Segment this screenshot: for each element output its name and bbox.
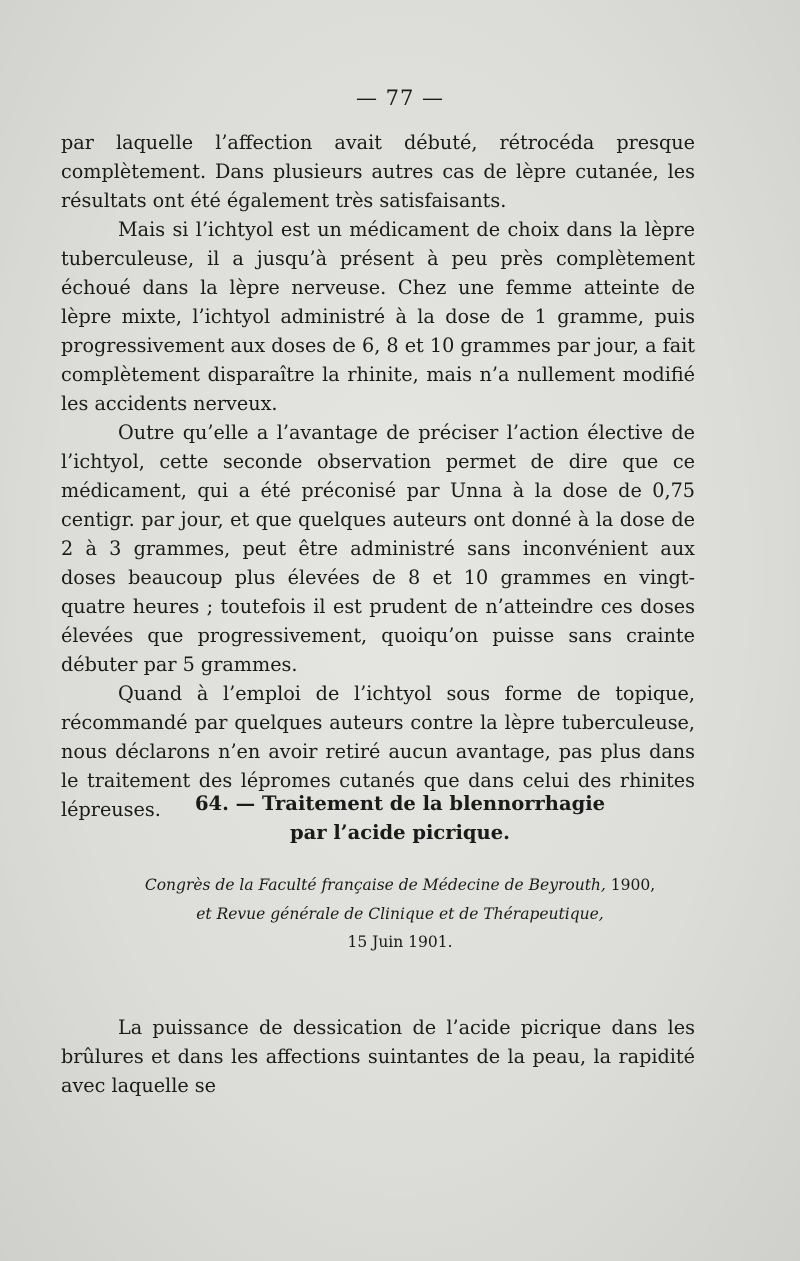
paragraph-ichtyol-topique: Quand à l’emploi de l’ichtyol sous forme de topique, récommandé par quelques auteurs contre la lèpre tuberculeuse, nous déclarons n’en avoir retiré aucun avantage, pas plus dans le traitement des lépromes cutanés que dans celui des rhinites lépreuses. <box>61 682 695 821</box>
section-title-line-1: 64. — Traitement de la blennorrhagie <box>194 792 606 815</box>
section-title-line-2: par l’acide picrique. <box>290 821 510 844</box>
section-source <box>0 871 800 957</box>
source-line-2: et Revue générale de Clinique et de Thérapeutique, <box>196 904 604 923</box>
paragraph-ichtyol-doses: Outre qu’elle a l’avantage de préciser l’action élective de l’ichtyol, cette seconde observation permet de dire que ce médicament, qui a été préconisé par Unna à la dose de 0,75 centigr. par jour, et que quelques auteurs ont donné à la dose de 2 à 3 grammes, peut être administré sans inconvénient aux doses beaucoup plus élevées de 8 et 10 grammes en vingt-quatre heures ; toutefois il est prudent de n’atteindre ces doses élevées que progressivement, quoiqu’on puisse sans crainte débuter par 5 grammes. <box>61 421 695 676</box>
paragraph-continuation: par laquelle l’affection avait débuté, rétrocéda presque complètement. Dans plusieurs autres cas de lèpre cutanée, les résultats ont été également très satisfaisants. <box>61 131 695 212</box>
paragraph-ichtyol-nerveuse: Mais si l’ichtyol est un médicament de choix dans la lèpre tuberculeuse, il a jusqu’à présent à peu près complètement échoué dans la lèpre nerveuse. Chez une femme atteinte de lèpre mixte, l’ichtyol administré à la dose de 1 gramme, puis progressivement aux doses de 6, 8 et 10 grammes par jour, a fait complètement disparaître la rhinite, mais n’a nullement modifié les accidents nerveux. <box>61 218 696 415</box>
source-line-1 <box>0 871 800 900</box>
body-text <box>61 128 695 824</box>
source-line-1-italic: Congrès de la Faculté française de Médecine de Beyrouth, <box>144 876 606 894</box>
source-line-3: 15 Juin 1901. <box>347 933 453 951</box>
page-number: — 77 — <box>355 86 445 110</box>
final-paragraph-block <box>61 1013 695 1100</box>
section-heading <box>0 789 800 847</box>
source-line-1-year: 1900, <box>605 876 656 894</box>
paragraph-acide-picrique: La puissance de dessication de l’acide picrique dans les brûlures et dans les affections suintantes de la peau, la rapidité avec laquelle se <box>61 1016 695 1097</box>
